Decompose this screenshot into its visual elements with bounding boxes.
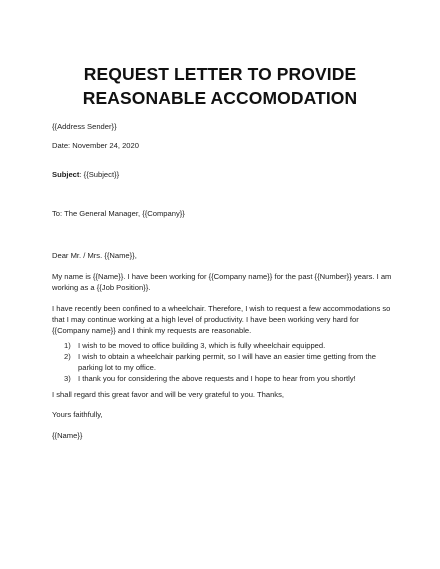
list-item-number: 2) xyxy=(64,352,71,361)
subject-label: Subject xyxy=(52,170,80,179)
address-sender: {{Address Sender}} xyxy=(52,122,117,131)
list-item-text: I thank you for considering the above requests and I hope to hear from you shortly! xyxy=(78,374,356,383)
closing-paragraph: I shall regard this great favor and will be very grateful to you. Thanks, xyxy=(52,390,285,399)
title-line-2: REASONABLE ACCOMODATION xyxy=(82,88,358,108)
paragraph-intro: My name is {{Name}}. I have been working for {{Company name}} for the past {{Number}} years. I am working as a {{Job Position}}. xyxy=(52,272,392,292)
list-item xyxy=(52,351,392,373)
list-item-number: 3) xyxy=(64,374,71,383)
list-item-text: I wish to be moved to office building 3, which is fully wheelchair equipped. xyxy=(78,341,326,350)
signature-name: {{Name}} xyxy=(52,431,83,440)
salutation: Dear Mr. / Mrs. {{Name}}, xyxy=(52,251,137,260)
paragraph-request: I have recently been confined to a wheelchair. Therefore, I wish to request a few accommodations so that I may continue working at a high level of productivity. I have been working very hard for {{Company name}} and I think my requests are reasonable. xyxy=(52,304,391,335)
sign-off: Yours faithfully, xyxy=(52,410,103,419)
recipient-line: To: The General Manager, {{Company}} xyxy=(52,209,185,218)
list-item xyxy=(52,373,392,384)
list-item-number: 1) xyxy=(64,341,71,350)
request-list xyxy=(52,340,392,384)
subject-value: : {{Subject}} xyxy=(79,170,120,179)
subject-line xyxy=(52,169,119,180)
title-line-1: REQUEST LETTER TO PROVIDE xyxy=(83,64,357,84)
letter-title xyxy=(0,62,440,110)
list-item xyxy=(52,340,392,351)
letter-date: Date: November 24, 2020 xyxy=(52,141,139,150)
list-item-text: I wish to obtain a wheelchair parking permit, so I will have an easier time getting from the parking lot to my office. xyxy=(78,352,376,372)
